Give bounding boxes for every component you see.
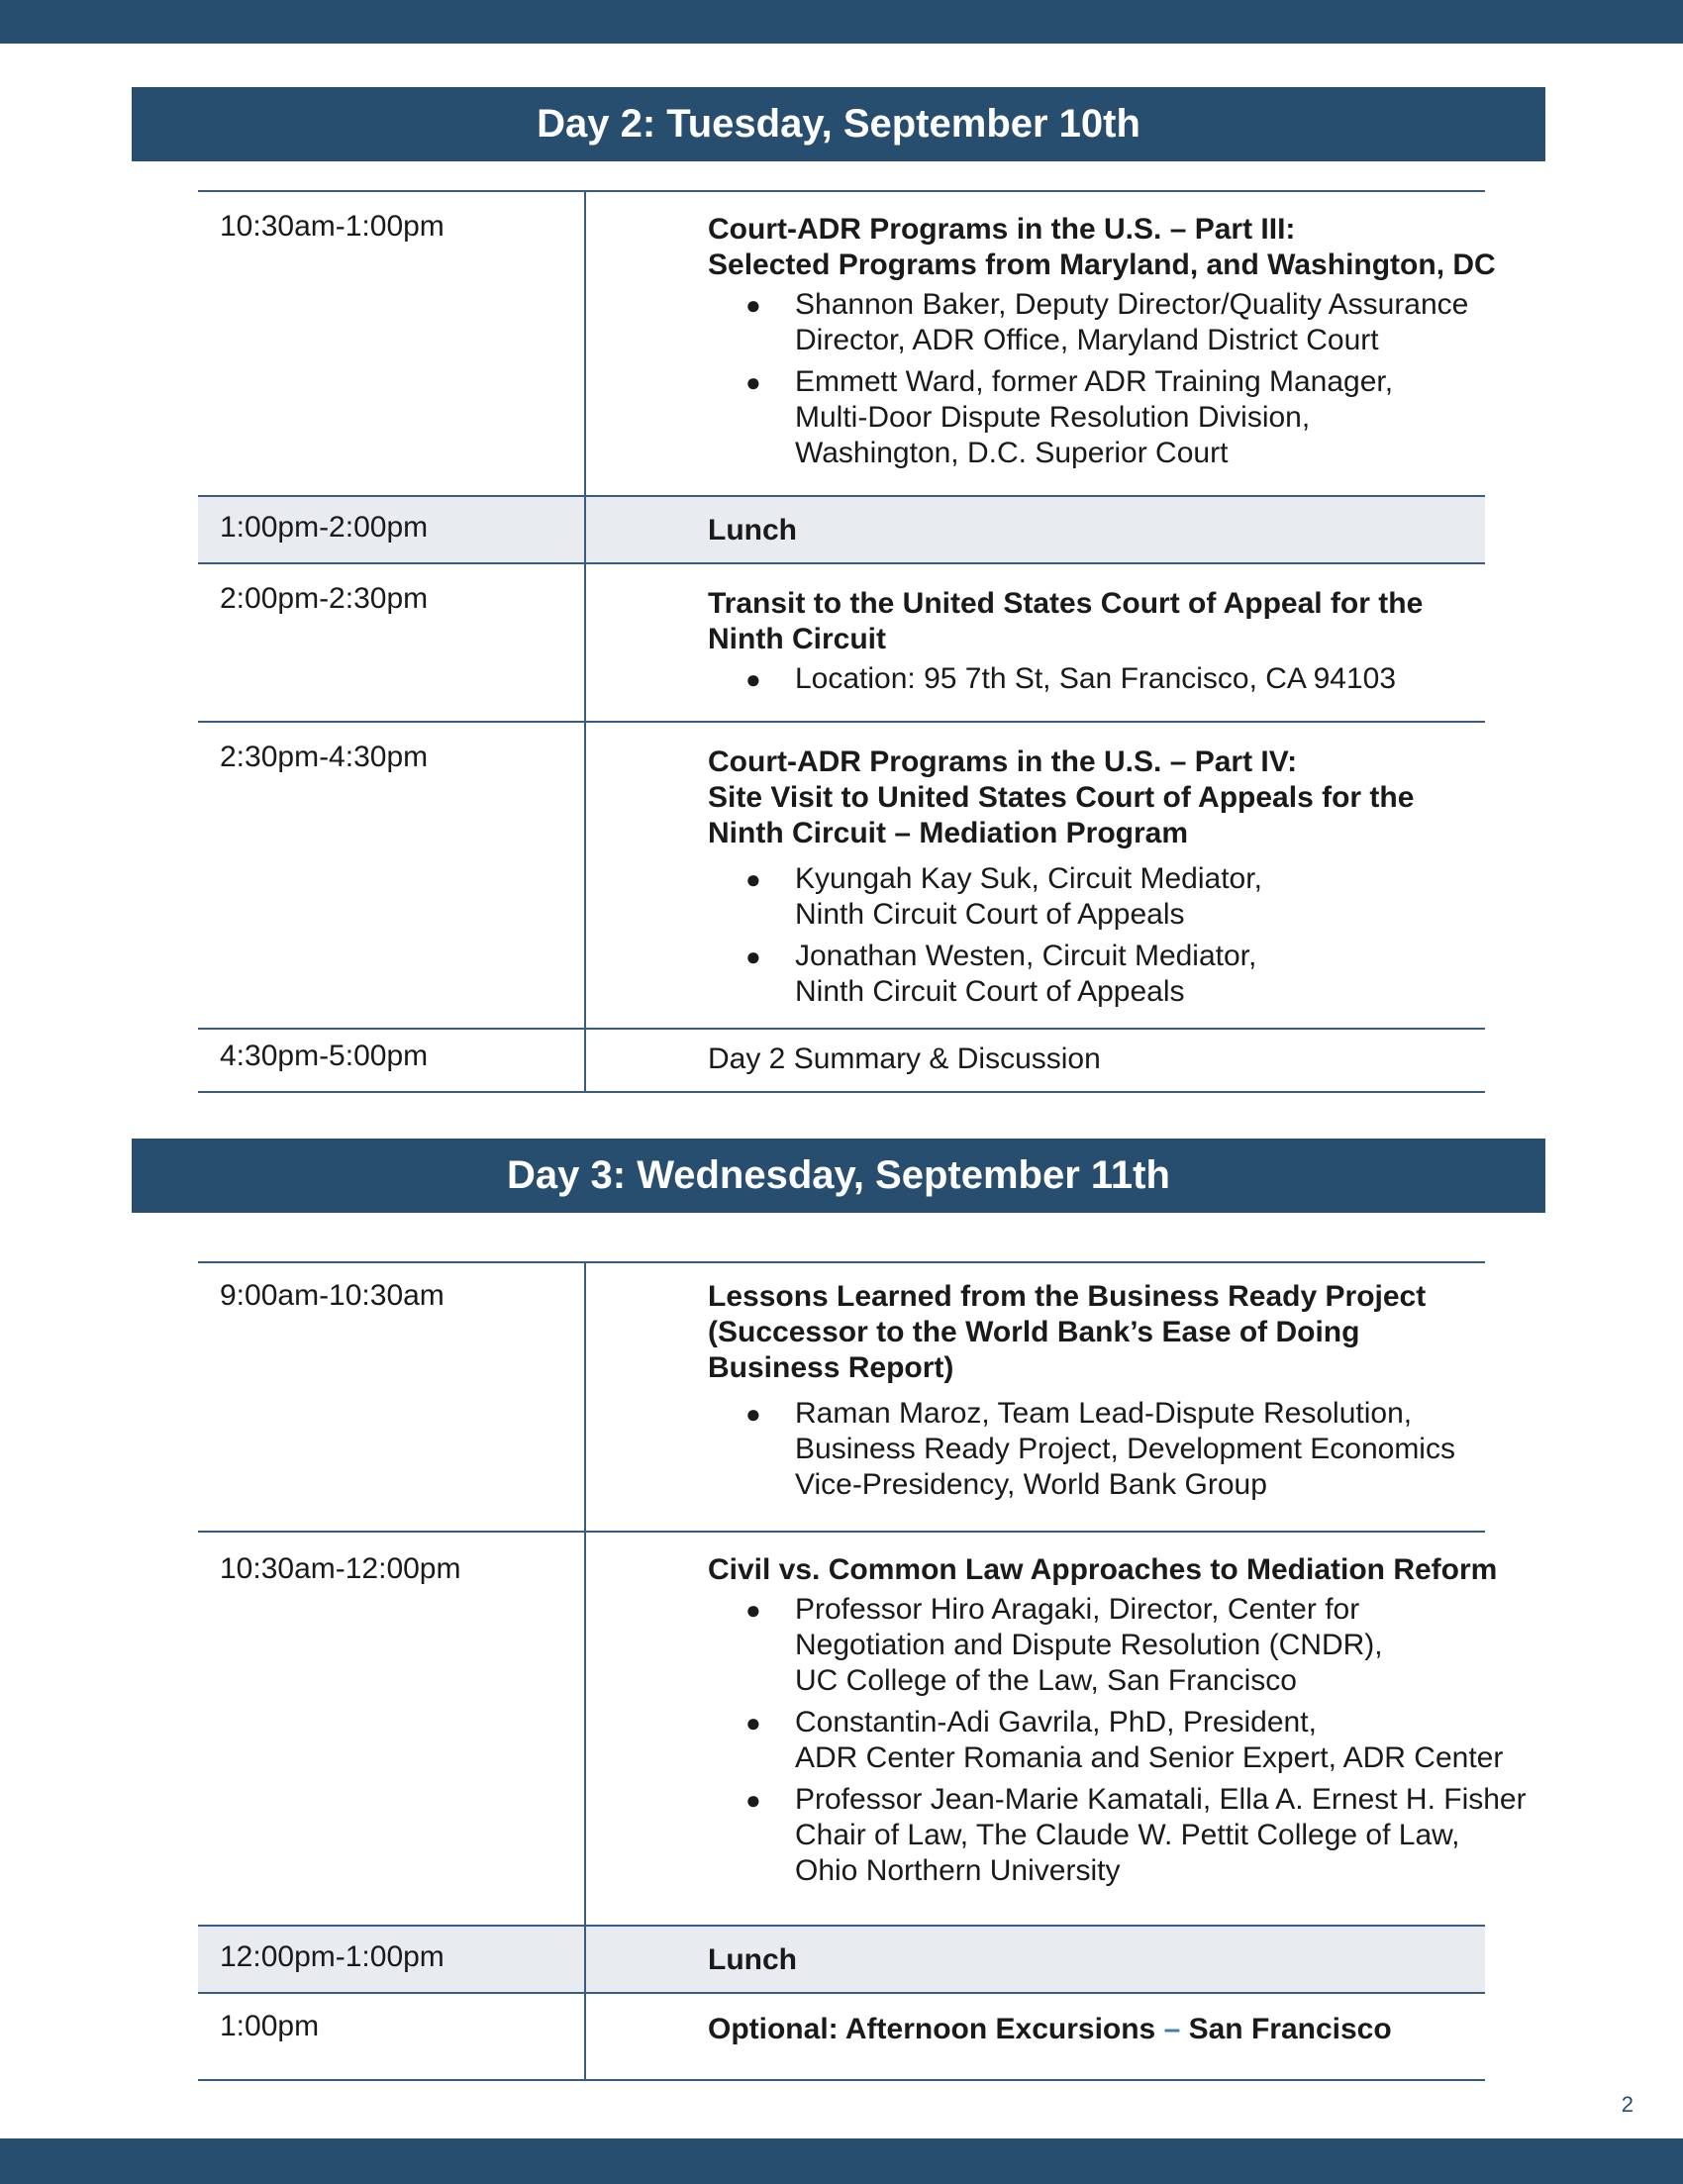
day2-header xyxy=(132,87,1545,161)
session-title: Lessons Learned from the Business Ready Project (Successor to the World Bank’s Ease of Doing Business Report) xyxy=(708,1280,1427,1384)
bullet-icon: ● xyxy=(745,864,761,894)
session-content xyxy=(708,586,1500,703)
session-title: Court-ADR Programs in the U.S. – Part IV: Site Visit to United States Court of Appeals for the Ninth Circuit – Mediation Program xyxy=(708,745,1415,849)
session-time: 9:00am-10:30am xyxy=(220,1279,445,1312)
speaker-item: ● Constantin-Adi Gavrila, PhD, President, ADR Center Romania and Senior Expert, ADR Center xyxy=(745,1706,1504,1774)
schedule-row xyxy=(198,1263,1485,1533)
day3-header-text: Day 3: Wednesday, September 11th xyxy=(507,1153,1170,1197)
speaker-list xyxy=(708,861,1500,1010)
speaker-item: ● Raman Maroz, Team Lead-Dispute Resolution, Business Ready Project, Development Economics Vice-Presidency, World Bank Group xyxy=(745,1397,1455,1501)
session-title: Civil vs. Common Law Approaches to Mediation Reform xyxy=(708,1553,1498,1586)
schedule-row xyxy=(198,564,1485,723)
bullet-icon: ● xyxy=(745,290,761,320)
session-title: Lunch xyxy=(708,514,797,546)
session-content xyxy=(708,2012,1500,2047)
speaker-list xyxy=(708,287,1500,471)
speaker-item: ● Professor Hiro Aragaki, Director, Center for Negotiation and Dispute Resolution (CNDR), UC College of the Law, San Francisco xyxy=(745,1593,1383,1697)
session-time: 1:00pm xyxy=(220,2010,320,2042)
schedule-row xyxy=(198,1994,1485,2081)
day3-header xyxy=(132,1139,1545,1213)
session-time: 2:00pm-2:30pm xyxy=(220,582,429,615)
session-time: 12:00pm-1:00pm xyxy=(220,1940,445,1973)
bullet-icon: ● xyxy=(745,664,761,694)
schedule-row-lunch xyxy=(198,1927,1485,1994)
session-content xyxy=(708,1279,1500,1509)
speaker-item: ● Jonathan Westen, Circuit Mediator, Ninth Circuit Court of Appeals xyxy=(745,940,1257,1008)
session-time: 4:30pm-5:00pm xyxy=(220,1040,429,1072)
day3-schedule xyxy=(198,1261,1527,2081)
session-content xyxy=(708,1942,1500,1978)
bullet-icon: ● xyxy=(745,1785,761,1815)
day2-header-text: Day 2: Tuesday, September 10th xyxy=(537,102,1140,146)
session-title: Court-ADR Programs in the U.S. – Part III: Selected Programs from Maryland, and Washington, DC xyxy=(708,213,1496,281)
schedule-row xyxy=(198,1533,1527,1927)
schedule-row xyxy=(198,1030,1485,1093)
schedule-row xyxy=(198,723,1485,1030)
session-time: 10:30am-1:00pm xyxy=(220,210,445,243)
speaker-item: ● Professor Jean-Marie Kamatali, Ella A. Ernest H. Fisher Chair of Law, The Claude W. Pettit College of Law, Ohio Northern University xyxy=(745,1783,1527,1887)
session-title: Day 2 Summary & Discussion xyxy=(708,1042,1101,1075)
bottom-banner xyxy=(0,2138,1683,2184)
bullet-icon: ● xyxy=(745,1399,761,1429)
session-content xyxy=(708,745,1500,1016)
session-content xyxy=(708,1552,1527,1895)
location-item: ● Location: 95 7th St, San Francisco, CA 94103 xyxy=(745,662,1397,695)
speaker-list xyxy=(708,1592,1527,1889)
bullet-icon: ● xyxy=(745,1708,761,1737)
speaker-item: ● Kyungah Kay Suk, Circuit Mediator, Ninth Circuit Court of Appeals xyxy=(745,862,1262,931)
page-number: 2 xyxy=(1621,2092,1634,2117)
session-time: 2:30pm-4:30pm xyxy=(220,741,429,773)
session-title: Lunch xyxy=(708,1943,797,1976)
speaker-list xyxy=(708,1396,1500,1503)
session-time: 10:30am-12:00pm xyxy=(220,1552,461,1585)
schedule-row-lunch xyxy=(198,497,1485,564)
speaker-item: ● Emmett Ward, former ADR Training Manager, Multi-Door Dispute Resolution Division, Washington, D.C. Superior Court xyxy=(745,365,1394,469)
session-content xyxy=(708,1042,1500,1077)
schedule-row xyxy=(198,192,1496,497)
session-time: 1:00pm-2:00pm xyxy=(220,511,429,544)
bullet-icon: ● xyxy=(745,367,761,397)
top-banner xyxy=(0,0,1683,44)
day2-schedule xyxy=(198,190,1496,1093)
session-title: Transit to the United States Court of Appeal for the Ninth Circuit xyxy=(708,587,1424,655)
speaker-item: ● Shannon Baker, Deputy Director/Quality Assurance Director, ADR Office, Maryland District Court xyxy=(745,288,1469,356)
session-content xyxy=(708,513,1500,548)
session-content xyxy=(708,212,1500,477)
bullet-icon: ● xyxy=(745,942,761,971)
bullet-icon: ● xyxy=(745,1595,761,1625)
detail-list xyxy=(708,661,1500,697)
session-title: Optional: Afternoon Excursions – San Francisco xyxy=(708,2013,1392,2045)
